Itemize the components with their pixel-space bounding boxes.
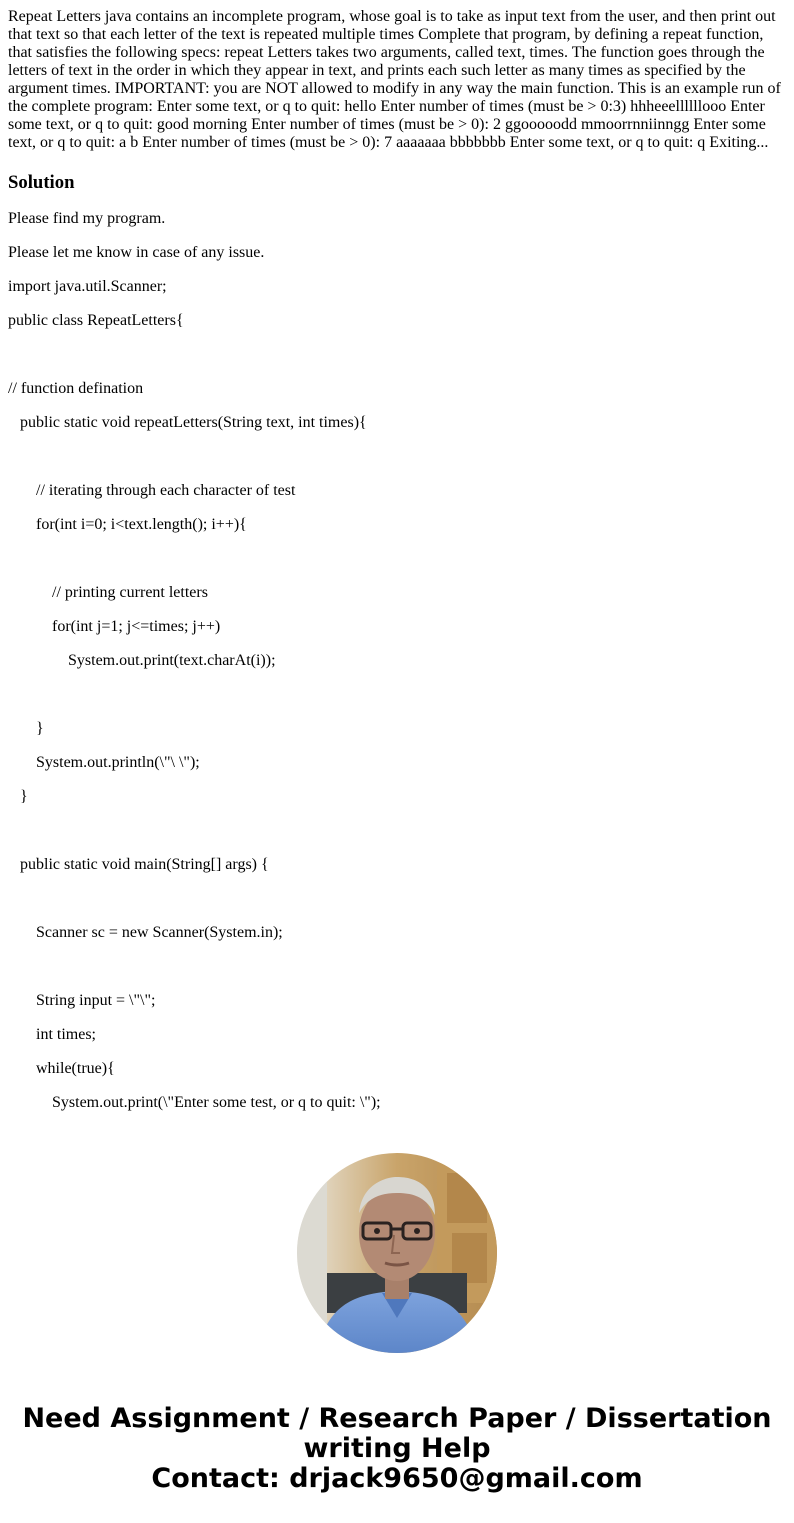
code-line: // function defination [8, 380, 144, 397]
answer-body [8, 210, 786, 1112]
question-text: Repeat Letters java contains an incomplete program, whose goal is to take as input text from the user, and then print out that text so that each letter of the text is repeated multiple times Complete that program, by defining a repeat function, that satisfies the following specs: repeat Letters takes two arguments, called text, times. The function goes through the letters of text in the order in which they appear in text, and prints each such letter as many times as specified by the argument times. IMPORTANT: you are NOT allowed to modify in any way the main function. This is an example run of the complete program: Enter some text, or q to quit: hello Enter number of times (must be > 0:3) hhheeellllllooo Enter some text, or q to quit: good morning Enter number of times (must be > 0): 2 ggooooodd mmoorrnniinngg Enter some text, or q to quit: a b Enter number of times (must be > 0): 7 aaaaaaa bbbbbbb Enter some text, or q to quit: q Exiting... [8, 8, 781, 151]
code-line [8, 686, 786, 704]
solution-heading: Solution [8, 172, 75, 193]
code-line: for(int i=0; i<text.length(); i++){ [8, 516, 247, 533]
banner-line: writing Help [303, 1433, 491, 1464]
tutor-avatar [297, 1153, 497, 1353]
code-line [8, 822, 786, 840]
code-line: // iterating through each character of test [8, 482, 296, 499]
contact-banner [0, 1404, 794, 1494]
answer-line: Please find my program. [8, 210, 166, 227]
code-line [8, 346, 786, 364]
code-line [8, 448, 786, 466]
code-line: Scanner sc = new Scanner(System.in); [8, 924, 283, 941]
banner-contact-line: Contact: drjack9650@gmail.com [151, 1463, 643, 1494]
code-line: import java.util.Scanner; [8, 278, 167, 295]
code-line: int times; [8, 1026, 96, 1043]
code-line: } [8, 788, 28, 805]
code-line [8, 958, 786, 976]
code-line: for(int j=1; j<=times; j++) [8, 618, 221, 635]
code-line: String input = \"\"; [8, 992, 156, 1009]
tutor-portrait-image [297, 1153, 497, 1353]
code-line [8, 550, 786, 568]
code-line: public class RepeatLetters{ [8, 312, 184, 329]
code-line: while(true){ [8, 1060, 115, 1077]
code-line: System.out.print(\"Enter some test, or q to quit: \"); [8, 1094, 381, 1111]
banner-line: Need Assignment / Research Paper / Dissertation [22, 1403, 772, 1434]
answer-line: Please let me know in case of any issue. [8, 244, 265, 261]
code-line: System.out.print(text.charAt(i)); [8, 652, 276, 669]
code-line: public static void repeatLetters(String text, int times){ [8, 414, 367, 431]
code-line [8, 890, 786, 908]
code-line: public static void main(String[] args) { [8, 856, 269, 873]
code-line: // printing current letters [8, 584, 208, 601]
code-line: System.out.println(\"\ \"); [8, 754, 200, 771]
code-line: } [8, 720, 44, 737]
